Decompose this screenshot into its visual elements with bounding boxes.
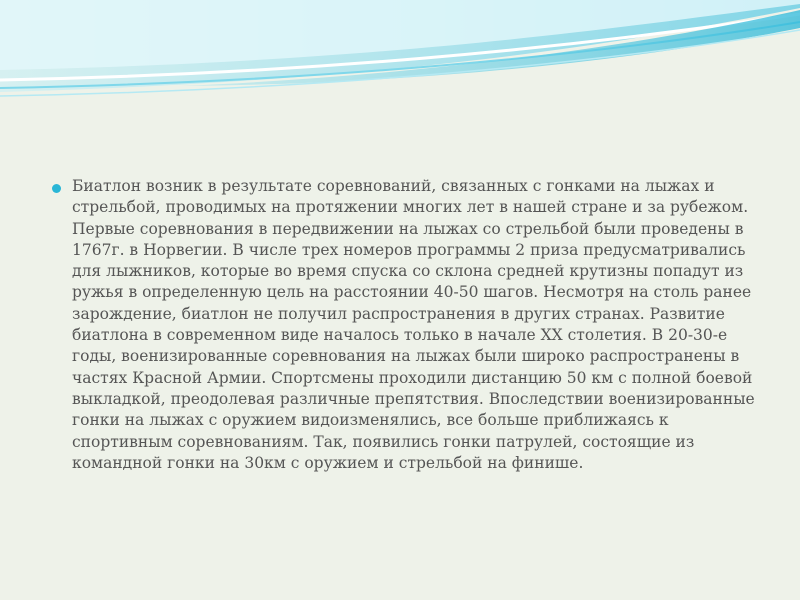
bullet-item — [52, 176, 762, 474]
decorative-waves — [0, 0, 800, 110]
bullet-dot-icon — [52, 184, 61, 193]
text-content — [52, 176, 762, 474]
paragraph-text: Биатлон возник в результате соревнований, связанных с гонками на лыжах и стрельбой, проводимых на протяжении многих лет в нашей стране и за рубежом. Первые соревнования в передвижении на лыжах со стрельбой были проведены в 1767г. в Норвегии. В числе трех номеров программы 2 приза предусматривались для лыжников, которые во время спуска со склона средней крутизны попадут из ружья в определенную цель на расстоянии 40-50 шагов. Несмотря на столь ранее зарождение, биатлон не получил распространения в других странах. Развитие биатлона в современном виде началось только в начале XX столетия. В 20-30-е годы, военизированные соревнования на лыжах были широко распространены в частях Красной Армии. Спортсмены проходили дистанцию 50 км с полной боевой выкладкой, преодолевая различные препятствия. Впоследствии военизированные гонки на лыжах с оружием видоизменялись, все больше приближаясь к спортивным соревнованиям. Так, появились гонки патрулей, состоящие из командной гонки на 30км с оружием и стрельбой на финише. — [72, 177, 755, 472]
